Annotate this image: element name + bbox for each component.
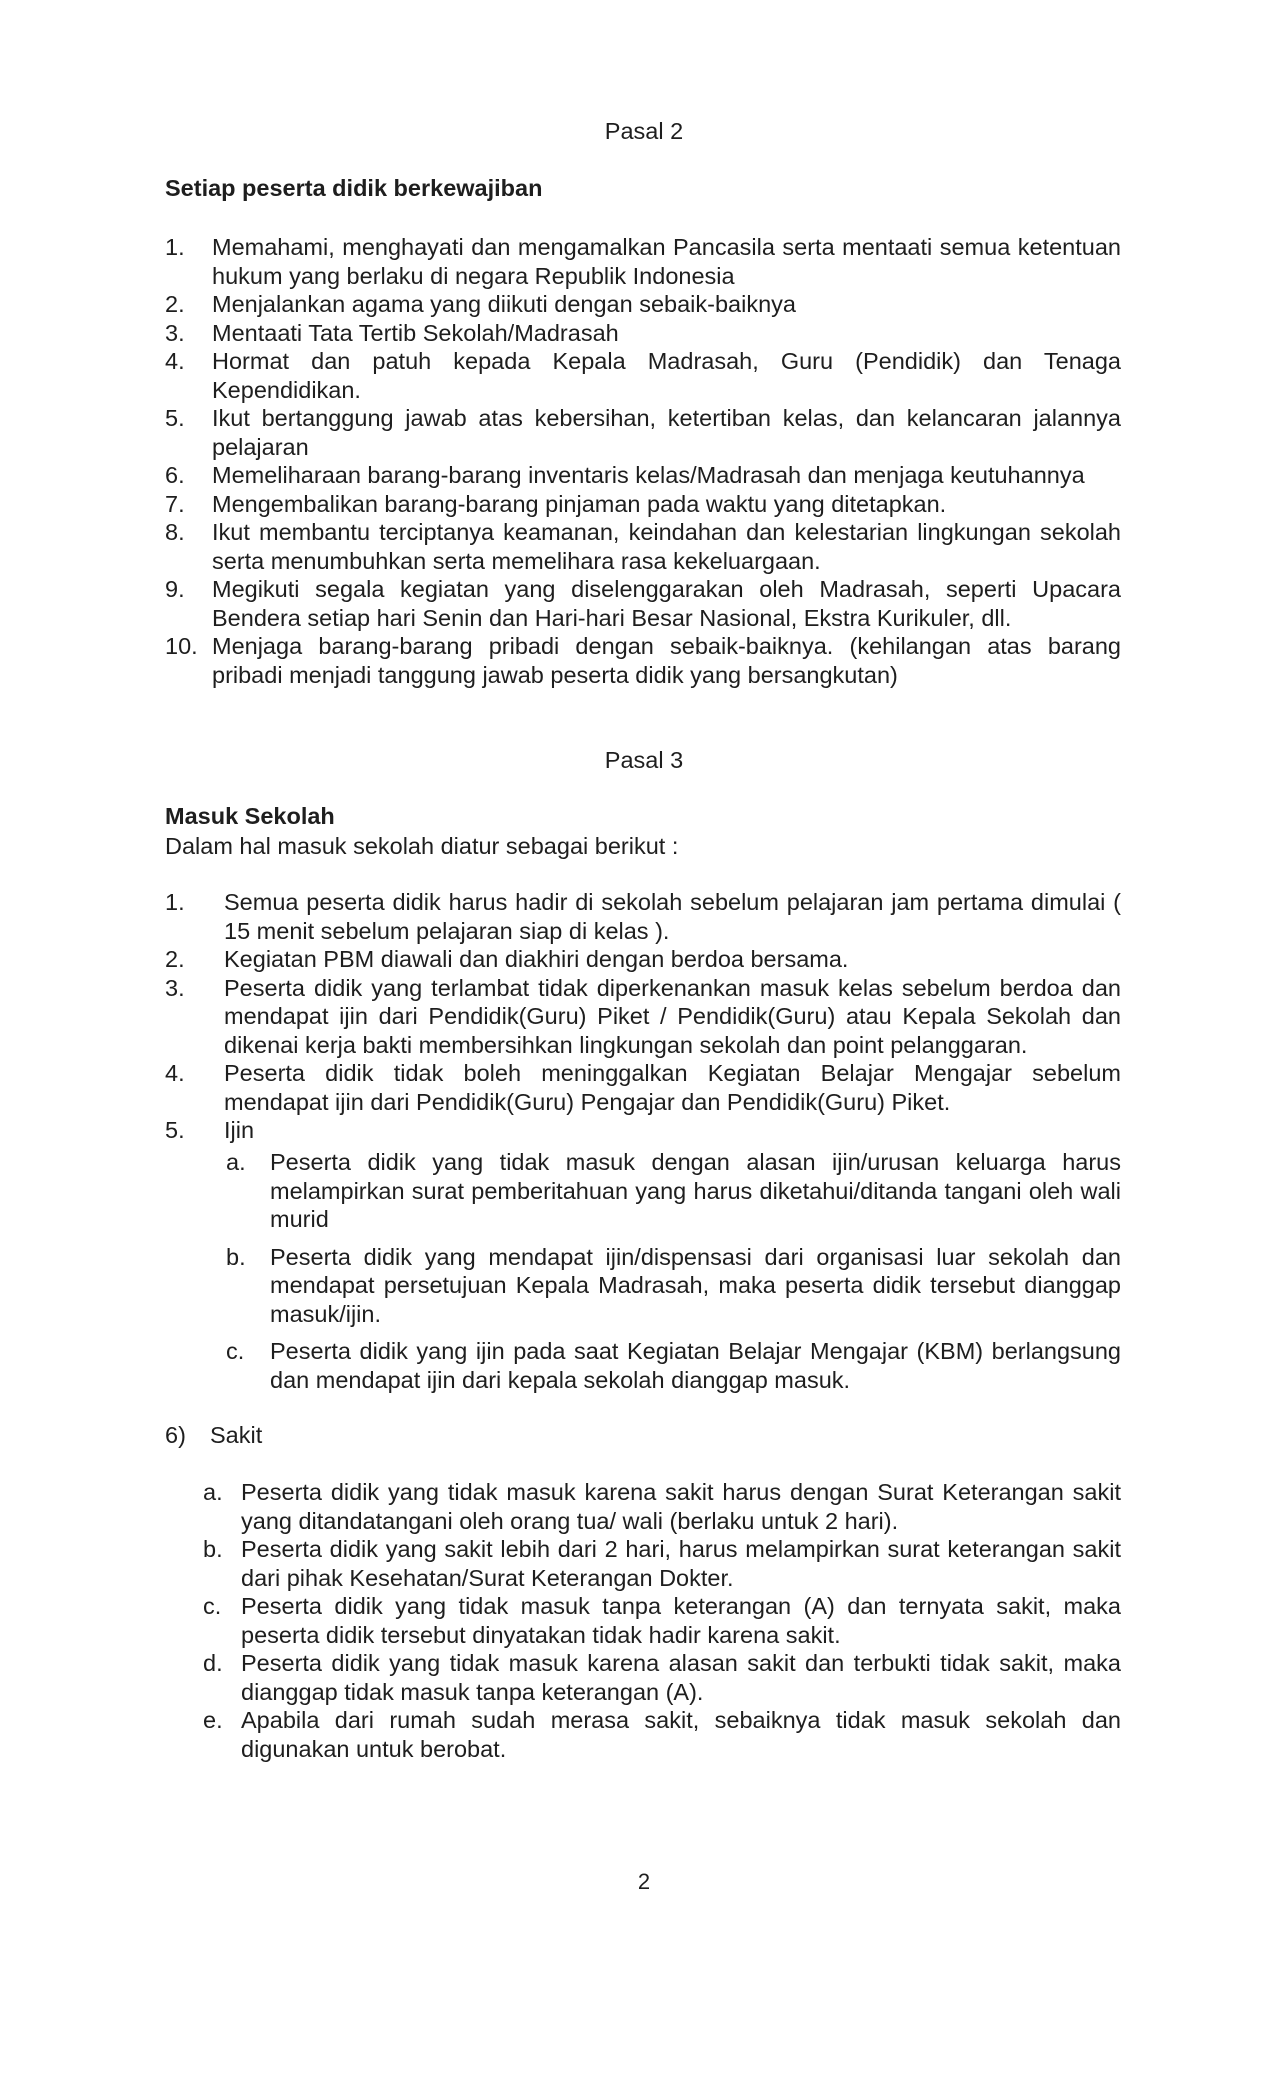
item-text: Menjaga barang-barang pribadi dengan sebaik-baiknya. (kehilangan atas barang pribadi menjadi tanggung jawab peserta didik yang bersangkutan) bbox=[212, 633, 1121, 688]
item-letter: c. bbox=[226, 1338, 245, 1364]
item-number: 3. bbox=[165, 974, 185, 1001]
item-text: Megikuti segala kegiatan yang diselenggarakan oleh Madrasah, seperti Upacara Bendera setiap hari Senin dan Hari-hari Besar Nasional, Ekstra Kurikuler, dll. bbox=[212, 576, 1121, 631]
list-item bbox=[165, 1059, 1121, 1116]
item-number: 10. bbox=[165, 633, 198, 659]
sub-list-item bbox=[226, 1148, 1121, 1234]
item-number: 5. bbox=[165, 405, 185, 431]
item-text: Peserta didik yang terlambat tidak diperkenankan masuk kelas sebelum berdoa dan mendapat ijin dari Pendidik(Guru) Piket / Pendidik(Guru) atau Kepala Sekolah dan dikenai kerja bakti membersihkan lingkungan sekolah dan point pelanggaran. bbox=[224, 974, 1121, 1058]
page-number: 2 bbox=[637, 1869, 651, 1894]
sub-list-item bbox=[203, 1706, 1121, 1763]
item-text: Peserta didik yang sakit lebih dari 2 hari, harus melampirkan surat keterangan sakit dari pihak Kesehatan/Surat Keterangan Dokter. bbox=[241, 1536, 1121, 1591]
item-number: 6) bbox=[165, 1422, 186, 1448]
item-text: Menjalankan agama yang diikuti dengan sebaik-baiknya bbox=[212, 291, 796, 317]
item-number: 2. bbox=[165, 946, 185, 972]
list-item bbox=[165, 233, 1121, 290]
sub-list-item bbox=[226, 1243, 1121, 1329]
list-item bbox=[165, 490, 1121, 519]
school-entry-heading: Masuk Sekolah bbox=[165, 803, 335, 829]
item-letter: e. bbox=[203, 1707, 223, 1733]
item-number: 8. bbox=[165, 519, 185, 545]
item-letter: a. bbox=[203, 1479, 223, 1505]
item-text: Hormat dan patuh kepada Kepala Madrasah, Guru (Pendidik) dan Tenaga Kependidikan. bbox=[212, 348, 1121, 403]
list-item bbox=[165, 974, 1121, 1060]
item-number: 4. bbox=[165, 1060, 185, 1086]
item-number: 5. bbox=[165, 1117, 185, 1143]
school-entry-list bbox=[165, 888, 1121, 1145]
item-text: Peserta didik tidak boleh meninggalkan Kegiatan Belajar Mengajar sebelum mendapat ijin dari Pendidik(Guru) Pengajar dan Pendidik(Guru) Piket. bbox=[224, 1060, 1121, 1115]
sub-list-item bbox=[226, 1337, 1121, 1394]
item-text: Ikut bertanggung jawab atas kebersihan, ketertiban kelas, dan kelancaran jalannya pelajaran bbox=[212, 405, 1121, 460]
pasal-3-title: Pasal 3 bbox=[604, 747, 684, 773]
sakit-sublist bbox=[203, 1478, 1121, 1763]
item-number: 3. bbox=[165, 319, 185, 346]
item-letter: b. bbox=[203, 1536, 223, 1562]
item-number: 7. bbox=[165, 490, 185, 517]
ijin-sublist bbox=[226, 1148, 1121, 1394]
item-text: Peserta didik yang tidak masuk tanpa keterangan (A) dan ternyata sakit, maka peserta didik tersebut dinyatakan tidak hadir karena sakit. bbox=[241, 1593, 1121, 1648]
list-item bbox=[165, 632, 1121, 689]
item-number: 1. bbox=[165, 889, 185, 915]
list-item bbox=[165, 518, 1121, 575]
item-text: Peserta didik yang mendapat ijin/dispensasi dari organisasi luar sekolah dan mendapat persetujuan Kepala Madrasah, maka peserta didik tersebut dianggap masuk/ijin. bbox=[270, 1243, 1121, 1327]
list-item bbox=[165, 404, 1121, 461]
list-item-ijin bbox=[165, 1116, 1121, 1145]
item-text: Peserta didik yang ijin pada saat Kegiatan Belajar Mengajar (KBM) berlangsung dan mendapat ijin dari kepala sekolah dianggap masuk. bbox=[270, 1338, 1121, 1393]
item-letter: a. bbox=[226, 1149, 246, 1175]
item-text: Mentaati Tata Tertib Sekolah/Madrasah bbox=[212, 319, 619, 346]
item-text: Kegiatan PBM diawali dan diakhiri dengan berdoa bersama. bbox=[224, 946, 849, 972]
item-text: Peserta didik yang tidak masuk karena alasan sakit dan terbukti tidak sakit, maka dianggap tidak masuk tanpa keterangan (A). bbox=[241, 1650, 1121, 1705]
sakit-item bbox=[165, 1421, 263, 1450]
item-text: Ikut membantu terciptanya keamanan, keindahan dan kelestarian lingkungan sekolah serta menumbuhkan serta memelihara rasa kekeluargaan. bbox=[212, 519, 1121, 574]
item-text: Memahami, menghayati dan mengamalkan Pancasila serta mentaati semua ketentuan hukum yang berlaku di negara Republik Indonesia bbox=[212, 234, 1121, 289]
list-item bbox=[165, 461, 1121, 490]
sakit-label: Sakit bbox=[210, 1422, 263, 1448]
obligations-heading: Setiap peserta didik berkewajiban bbox=[165, 175, 543, 201]
list-item bbox=[165, 290, 1121, 319]
sub-list-item bbox=[203, 1592, 1121, 1649]
sub-list-item bbox=[203, 1478, 1121, 1535]
item-text: Peserta didik yang tidak masuk karena sakit harus dengan Surat Keterangan sakit yang ditandatangani oleh orang tua/ wali (berlaku untuk 2 hari). bbox=[241, 1479, 1121, 1534]
item-text: Semua peserta didik harus hadir di sekolah sebelum pelajaran jam pertama dimulai ( 15 menit sebelum pelajaran siap di kelas ). bbox=[224, 889, 1121, 944]
item-number: 6. bbox=[165, 462, 185, 488]
list-item bbox=[165, 319, 1121, 348]
item-number: 2. bbox=[165, 291, 185, 317]
item-number: 4. bbox=[165, 348, 185, 374]
item-number: 1. bbox=[165, 234, 185, 260]
item-letter: d. bbox=[203, 1650, 223, 1676]
item-text: Memeliharaan barang-barang inventaris kelas/Madrasah dan menjaga keutuhannya bbox=[212, 462, 1085, 488]
item-letter: b. bbox=[226, 1243, 246, 1270]
sub-list-item bbox=[203, 1649, 1121, 1706]
list-item bbox=[165, 575, 1121, 632]
item-text: Mengembalikan barang-barang pinjaman pada waktu yang ditetapkan. bbox=[212, 490, 947, 517]
pasal-2-title: Pasal 2 bbox=[604, 118, 684, 144]
list-item bbox=[165, 347, 1121, 404]
obligations-list bbox=[165, 233, 1121, 689]
school-entry-intro: Dalam hal masuk sekolah diatur sebagai berikut : bbox=[165, 833, 679, 859]
list-item bbox=[165, 945, 1121, 974]
item-text: Apabila dari rumah sudah merasa sakit, sebaiknya tidak masuk sekolah dan digunakan untuk berobat. bbox=[241, 1707, 1121, 1762]
item-number: 9. bbox=[165, 576, 185, 602]
item-text: Peserta didik yang tidak masuk dengan alasan ijin/urusan keluarga harus melampirkan surat pemberitahuan yang harus diketahui/ditanda tangani oleh wali murid bbox=[270, 1149, 1121, 1232]
item-text: Ijin bbox=[224, 1117, 255, 1143]
list-item bbox=[165, 888, 1121, 945]
item-letter: c. bbox=[203, 1593, 222, 1619]
sub-list-item bbox=[203, 1535, 1121, 1592]
